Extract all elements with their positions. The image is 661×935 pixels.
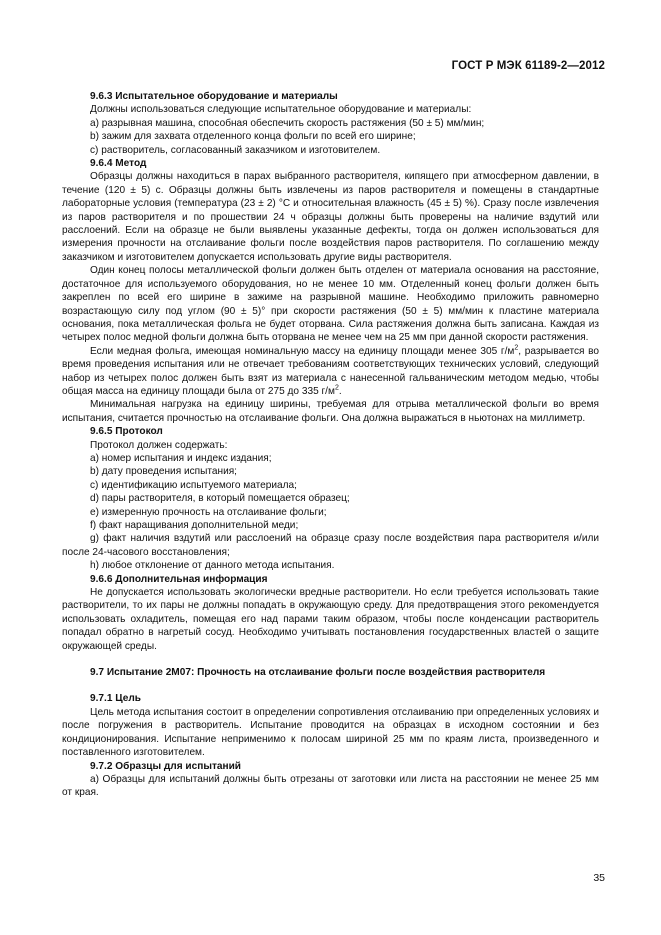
section-heading-9-7-1: 9.7.1 Цель [90,693,141,705]
list-item: с) идентификацию испытуемого материала; [90,479,297,491]
paragraph [62,345,599,399]
superscript: 2 [514,344,519,352]
list-item: с) растворитель, согласованный заказчиком и изготовителем. [90,144,381,156]
paragraph: Должны использоваться следующие испытательное оборудование и материалы: [90,104,472,116]
paragraph: Не допускается использовать экологически вредные растворители. Но если требуется использовать такие растворители, то их пары не должны попадать в окружающую среду. Для предотвращения этого рекомендуется использовать охладитель, помещая его над парами таким образом, чтобы после конденсации растворитель попадал обратно в нагретый сосуд. Необходимо учитывать постановления государственных властей о защите окружающей среды. [62,587,599,652]
section-heading-9-7-2: 9.7.2 Образцы для испытаний [90,760,242,772]
section-heading-9-6-6: 9.6.6 Дополнительная информация [90,573,268,585]
list-item: а) номер испытания и индекс издания; [90,452,272,464]
list-item: b) зажим для захвата отделенного конца фольги по всей его ширине; [90,131,416,143]
list-item: е) измеренную прочность на отслаивание фольги; [90,506,327,518]
text-run: Если медная фольга, имеющая номинальную массу на единицу площади менее 305 г/м [90,345,515,357]
section-heading-9-6-5: 9.6.5 Протокол [90,426,163,438]
text-run: . [338,385,342,397]
paragraph: Образцы должны находиться в парах выбранного растворителя, кипящего при атмосферном давлении, в течение (120 ± 5) с. Образцы должны быть извлечены из паров растворителя и помещены в стандартные лабораторные условия (температура (23 ± 2) °C и относительная влажность (45 ± 5) %). Сразу после извлечения из паров растворителя и по прошествии 24 ч образцы должны быть проверены на наличие вздутий или расслоений. Если на образце не были выявлены указанные дефекты, тогда он должен использоваться для измерения прочности на отслаивание фольги после воздействия паров растворителя. По соглашению между заказчиком и изготовителем допускается использовать другие виды растворителя. [62,171,599,263]
standard-header: ГОСТ Р МЭК 61189-2—2012 [451,60,605,72]
list-item: h) любое отклонение от данного метода испытания. [90,560,335,572]
section-heading-9-6-3: 9.6.3 Испытательное оборудование и материалы [90,91,338,102]
paragraph: Цель метода испытания состоит в определении сопротивления отслаиванию при определенных условиях и после погружения в растворитель. Испытание проводится на образцах в исходном состоянии и без кондиционирования. Испытание неприменимо к полосам шириной 25 мм по краям листа, произведенного и поставленного изготовителем. [62,706,599,759]
paragraph: Протокол должен содержать: [90,439,228,451]
section-heading-9-6-4: 9.6.4 Метод [90,158,147,170]
list-item: b) дату проведения испытания; [90,466,237,478]
paragraph: Минимальная нагрузка на единицу ширины, требуемая для отрыва металлической фольги во время испытания, считается прочностью на отслаивание фольги. Она должна выражаться в ньютонах на миллиметр. [62,399,599,424]
section-heading-9-7: 9.7 Испытание 2М07: Прочность на отслаивание фольги после воздействия растворителя [90,667,546,679]
list-item: g) факт наличия вздутий или расслоений на образце сразу после воздействия пара растворителя и/или после 24-часового восстановления; [62,533,599,558]
paragraph: Один конец полосы металлической фольги должен быть отделен от материала основания на расстояние, достаточное для используемого оборудования, но не менее 10 мм. Отделенный конец фольги должен быть закреплен по всей его ширине в зажиме на разрывной машине. Необходимо приложить равномерно возрастающую силу под углом (90 ± 5)° при скорости растяжения (50 ± 5) мм/мин к пластине материала основания, пока металлическая фольга не будет оторвана. Сила растяжения должна быть записана. Каждая из четырех полос медной фольги должна быть оторвана не менее чем на 25 мм при данной скорости растяжения. [62,265,599,344]
page-number: 35 [593,872,605,884]
list-item: а) разрывная машина, способная обеспечить скорость растяжения (50 ± 5) мм/мин; [90,117,485,129]
document-body [62,90,599,800]
text-run: , разрывается во время проведения испытания или не отвечает требованиям соответствующих технических условий, следующий набор из четырех полос должен быть взят из материала с нанесенной гальваническим методом медью, чтобы общая масса на единицу площади была от 275 до 335 г/м [62,345,599,397]
superscript: 2 [334,384,339,392]
paragraph: а) Образцы для испытаний должны быть отрезаны от заготовки или листа на расстоянии не менее 25 мм от края. [62,773,599,799]
list-item: f) факт наращивания дополнительной меди; [90,520,299,531]
list-item: d) пары растворителя, в который помещается образец; [90,493,350,505]
